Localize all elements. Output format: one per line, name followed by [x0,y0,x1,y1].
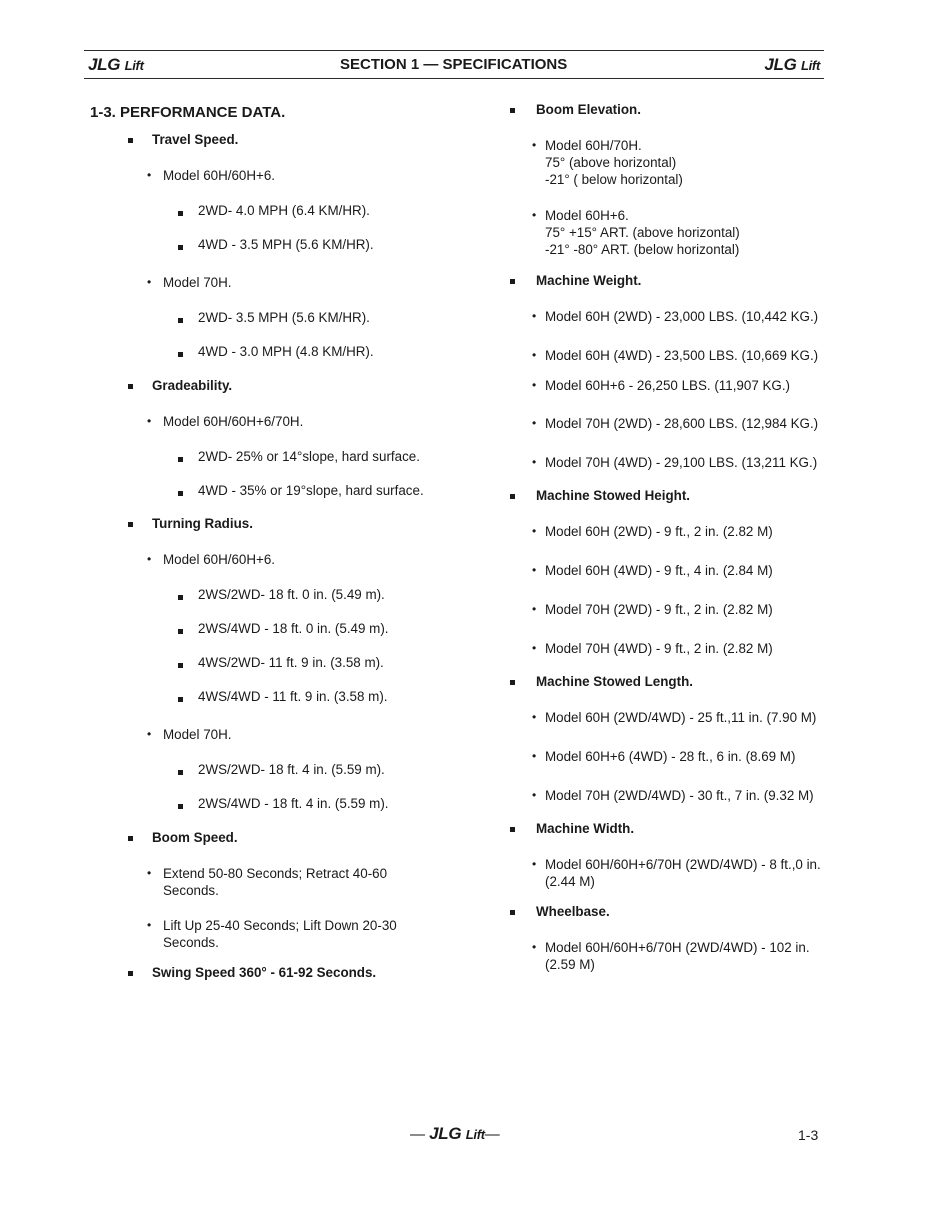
list-item: • Model 60H/60H+6/70H (2WD/4WD) - 102 in. (2.59 M) [532,940,810,972]
heading-swing-speed: Swing Speed 360° - 61-92 Seconds. [90,964,470,981]
list-item: 2WS/4WD - 18 ft. 4 in. (5.59 m). [90,795,470,812]
list-item: • Model 60H/70H. 75° (above horizontal) -21° ( below horizontal) [532,138,683,187]
list-item: • Model 60H (4WD) - 9 ft., 4 in. (2.84 M) [532,563,773,578]
heading-boom-speed: Boom Speed. [90,829,470,846]
list-item: • Model 60H/60H+6. [147,168,276,183]
list-item: • Model 60H+6. 75° +15° ART. (above horizontal) -21° -80° ART. (below horizontal) [532,208,740,257]
header-top-rule [84,50,824,51]
list-item: • Model 70H (4WD) - 29,100 LBS. (13,211 KG.) [532,455,818,470]
square-bullet-icon [128,138,133,143]
heading-wheelbase: Wheelbase. [508,903,828,920]
section-title: SECTION 1 — SPECIFICATIONS [340,56,568,73]
list-item: 2WS/4WD - 18 ft. 0 in. (5.49 m). [90,620,470,637]
heading-stowed-height: Machine Stowed Height. [508,487,828,504]
list-item: • Model 60H/60H+6/70H (2WD/4WD) - 8 ft.,0 in. (2.44 M) [532,857,821,889]
heading-gradeability: Gradeability. [90,377,470,394]
list-item: • Model 70H (2WD/4WD) - 30 ft., 7 in. (9.32 M) [532,788,814,803]
list-item: 2WD- 4.0 MPH (6.4 KM/HR). [90,202,470,219]
list-item: 4WD - 3.5 MPH (5.6 KM/HR). [90,236,470,253]
heading-stowed-length: Machine Stowed Length. [508,673,828,690]
heading-turning-radius: Turning Radius. [90,515,470,532]
list-item: • Model 60H (2WD) - 9 ft., 2 in. (2.82 M) [532,524,773,539]
list-item: 4WD - 35% or 19°slope, hard surface. [90,482,470,499]
list-item: • Model 70H (2WD) - 9 ft., 2 in. (2.82 M) [532,602,773,617]
bullet-icon: • [147,168,152,182]
list-item: • Model 60H+6 (4WD) - 28 ft., 6 in. (8.69 M) [532,749,796,764]
heading-travel-speed: Travel Speed. [90,131,470,148]
heading-boom-elevation: Boom Elevation. [508,101,828,118]
heading-machine-weight: Machine Weight. [508,272,828,289]
list-item: • Model 70H (4WD) - 9 ft., 2 in. (2.82 M) [532,641,773,656]
page-number: 1-3 [798,1127,819,1143]
list-item: 2WD- 3.5 MPH (5.6 KM/HR). [90,309,470,326]
list-item: 2WD- 25% or 14°slope, hard surface. [90,448,470,465]
list-item: 4WS/2WD- 11 ft. 9 in. (3.58 m). [90,654,470,671]
right-column [508,100,828,973]
list-item: • Model 60H/60H+6. [147,552,276,567]
list-item: • Model 60H/60H+6/70H. [147,414,304,429]
section-heading: 1-3. PERFORMANCE DATA. [90,104,286,121]
list-item: 4WD - 3.0 MPH (4.8 KM/HR). [90,343,470,360]
list-item: 2WS/2WD- 18 ft. 4 in. (5.59 m). [90,761,470,778]
header-brand-left: JLG Lift [88,55,144,74]
list-item: 2WS/2WD- 18 ft. 0 in. (5.49 m). [90,586,470,603]
list-item: 4WS/4WD - 11 ft. 9 in. (3.58 m). [90,688,470,705]
list-item: • Model 70H. [147,727,232,742]
list-item: • Model 60H+6 - 26,250 LBS. (11,907 KG.) [532,378,791,393]
list-item: • Model 60H (4WD) - 23,500 LBS. (10,669 KG.) [532,348,819,363]
page-header [88,53,820,75]
footer-brand: — JLG Lift— [410,1124,500,1143]
list-item: • Extend 50-80 Seconds; Retract 40-60 Seconds. [147,866,388,898]
list-item: • Lift Up 25-40 Seconds; Lift Down 20-30 Seconds. [147,918,397,950]
header-brand-right: JLG Lift [764,55,820,74]
left-column [90,100,470,981]
heading-machine-width: Machine Width. [508,820,828,837]
list-item: • Model 60H (2WD) - 23,000 LBS. (10,442 KG.) [532,309,819,324]
list-item: • Model 70H (2WD) - 28,600 LBS. (12,984 KG.) [532,416,819,431]
header-bottom-rule [84,78,824,79]
list-item: • Model 60H (2WD/4WD) - 25 ft.,11 in. (7.90 M) [532,710,817,725]
list-item: • Model 70H. [147,275,232,290]
